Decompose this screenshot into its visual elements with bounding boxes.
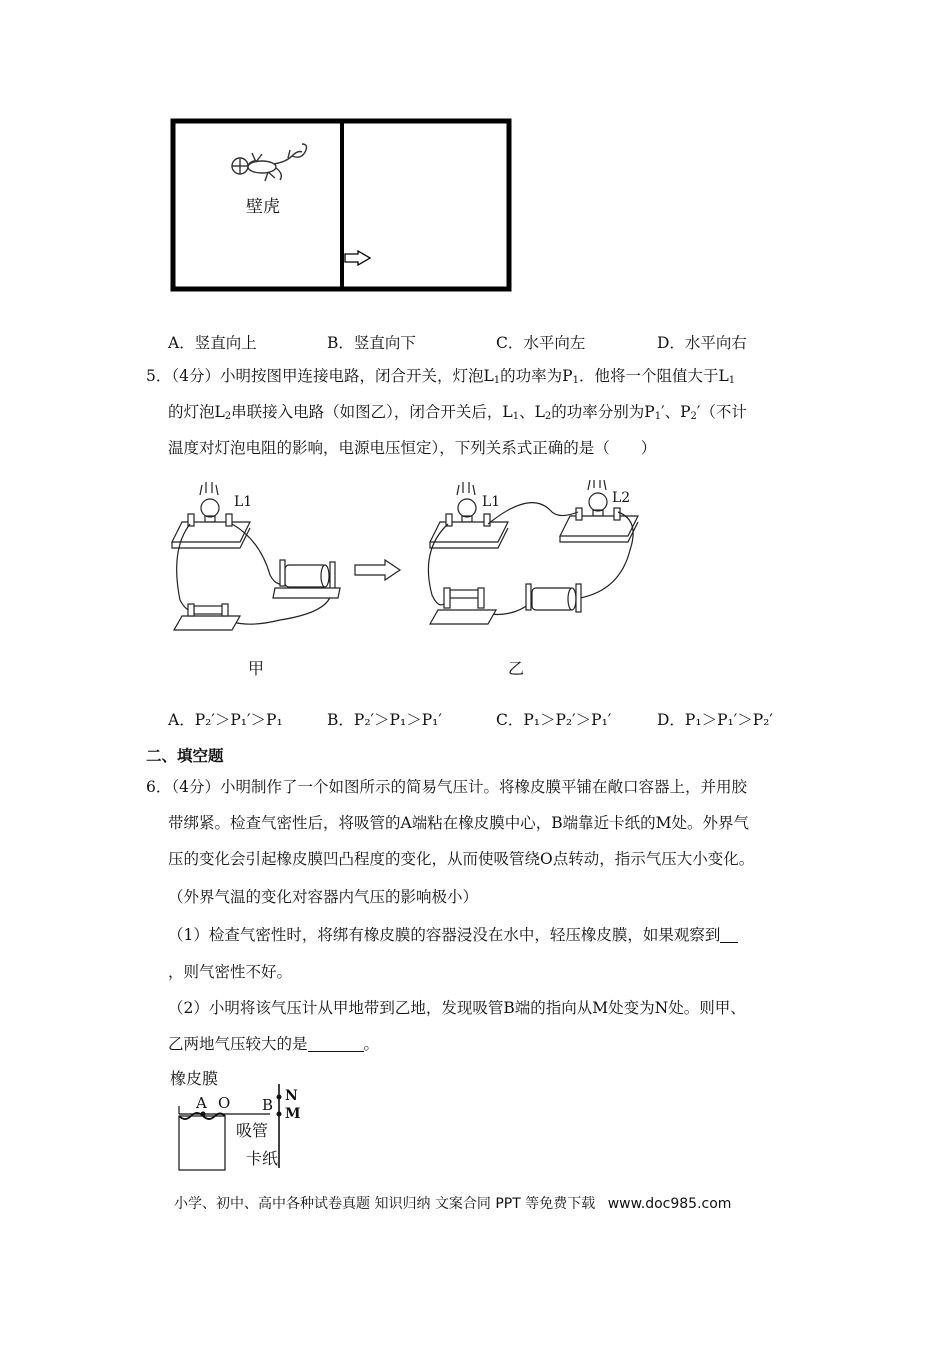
q6-answer-blank-2[interactable] xyxy=(308,1035,364,1052)
q5-bulb-label-yi-2: L2 xyxy=(612,490,631,506)
q6-label-n: N xyxy=(285,1088,298,1104)
q5-stem-line3: 温度对灯泡电阻的影响，电源电压恒定），下列关系式正确的是（ ） xyxy=(168,439,657,457)
q6-figure xyxy=(166,1070,306,1176)
q6-label-card: 卡纸 xyxy=(246,1149,279,1168)
q6-line3: 压的变化会引起橡皮膜凹凸程度的变化，从而使吸管绕O点转动，指示气压大小变化。 xyxy=(168,850,755,868)
q5-text: ′、P xyxy=(661,403,691,421)
q4-option-a[interactable]: A．竖直向上 xyxy=(168,334,257,352)
q6-label-o: O xyxy=(218,1094,231,1112)
q5-sub: 1 xyxy=(512,411,520,422)
q6-line8 xyxy=(168,1033,379,1055)
q6-line7: （2）小明将该气压计从甲地带到乙地，发现吸管B端的指向从M处变为N处。则甲、 xyxy=(168,999,746,1017)
q5-circuit-figure xyxy=(160,480,660,640)
q5-option-d[interactable]: D．P₁＞P₁′＞P₂′ xyxy=(657,711,773,729)
q5-caption-yi: 乙 xyxy=(508,659,525,678)
footer-text: 小学、初中、高中各种试卷真题 知识归纳 文案合同 PPT 等免费下载 xyxy=(174,1196,596,1212)
page-footer xyxy=(174,1193,731,1213)
q6-line1 xyxy=(146,776,747,798)
arrow-right-icon xyxy=(344,250,372,266)
q5-option-b[interactable]: B．P₂′＞P₁＞P₁′ xyxy=(327,711,442,729)
q5-text: 的功率为P xyxy=(500,367,573,385)
q4-option-c[interactable]: C．水平向左 xyxy=(496,334,586,352)
q6-answer-blank-1[interactable] xyxy=(720,926,738,943)
q5-text: 的灯泡L xyxy=(168,403,225,421)
q6-text: 。 xyxy=(363,1035,380,1053)
q5-caption-jia: 甲 xyxy=(248,659,265,678)
q5-sub: 1 xyxy=(728,375,736,386)
q5-score: （4分） xyxy=(171,367,220,385)
q4-figure-label: 壁虎 xyxy=(246,197,280,217)
q6-label-straw: 吸管 xyxy=(236,1121,269,1140)
q5-sub: 2 xyxy=(690,411,697,422)
q5-stem-line1 xyxy=(146,365,735,392)
q5-text: 小明按图甲连接电路，闭合开关，灯泡L xyxy=(220,367,494,385)
q6-text: 乙两地气压较大的是 xyxy=(168,1035,308,1053)
q5-sub: 2 xyxy=(224,411,232,422)
q5-text: 的功率分别为P xyxy=(551,403,655,421)
q4-figure xyxy=(170,118,512,292)
footer-url[interactable]: www.doc985.com xyxy=(607,1196,732,1212)
q6-label-membrane: 橡皮膜 xyxy=(170,1069,219,1088)
q5-text: 串联接入电路（如图乙），闭合开关后，L xyxy=(231,403,513,421)
q5-bulb-label-jia: L1 xyxy=(234,494,253,510)
q6-line4: （外界气温的变化对容器内气压的影响极小） xyxy=(168,888,479,906)
q4-option-b[interactable]: B．竖直向下 xyxy=(327,334,416,352)
q6-text: 小明制作了一个如图所示的简易气压计。将橡皮膜平铺在敞口容器上，并用胶 xyxy=(220,778,748,796)
q5-text: 、L xyxy=(519,403,545,421)
q5-sub: 1 xyxy=(654,411,662,422)
bulb-icon xyxy=(200,482,219,522)
section-title: 二、填空题 xyxy=(146,747,224,765)
q6-label-b: B xyxy=(262,1096,274,1114)
q5-sub: 1 xyxy=(572,375,579,386)
bulb-icon xyxy=(588,480,607,516)
q5-bulb-label-yi-1: L1 xyxy=(482,494,501,510)
q6-label-m: M xyxy=(285,1106,301,1122)
q5-text: ′（不计 xyxy=(696,403,747,421)
q5-stem-line2 xyxy=(168,401,747,428)
q5-option-a[interactable]: A．P₂′＞P₁′＞P₁ xyxy=(168,711,283,729)
q6-number: 6． xyxy=(146,778,172,796)
arrow-right-icon xyxy=(355,560,400,580)
q6-line6: ，则气密性不好。 xyxy=(168,963,293,981)
q4-option-d[interactable]: D．水平向右 xyxy=(657,334,747,352)
q6-line2: 带绑紧。检查气密性后，将吸管的A端粘在橡皮膜中心，B端靠近卡纸的M处。外界气 xyxy=(168,814,749,832)
q6-label-a: A xyxy=(196,1094,207,1112)
q6-text: （1）检查气密性时，将绑有橡皮膜的容器浸没在水中，轻压橡皮膜，如果观察到 xyxy=(168,926,721,944)
bulb-icon xyxy=(457,482,476,522)
q6-score: （4分） xyxy=(171,778,220,796)
q5-number: 5． xyxy=(146,367,172,385)
q5-sub: 2 xyxy=(544,411,552,422)
q5-text: ．他将一个阻值大于L xyxy=(578,367,729,385)
q5-option-c[interactable]: C．P₁＞P₂′＞P₁′ xyxy=(496,711,612,729)
q4-figure-frame xyxy=(170,118,512,292)
q6-line5 xyxy=(168,924,738,946)
q5-sub: 1 xyxy=(493,375,501,386)
